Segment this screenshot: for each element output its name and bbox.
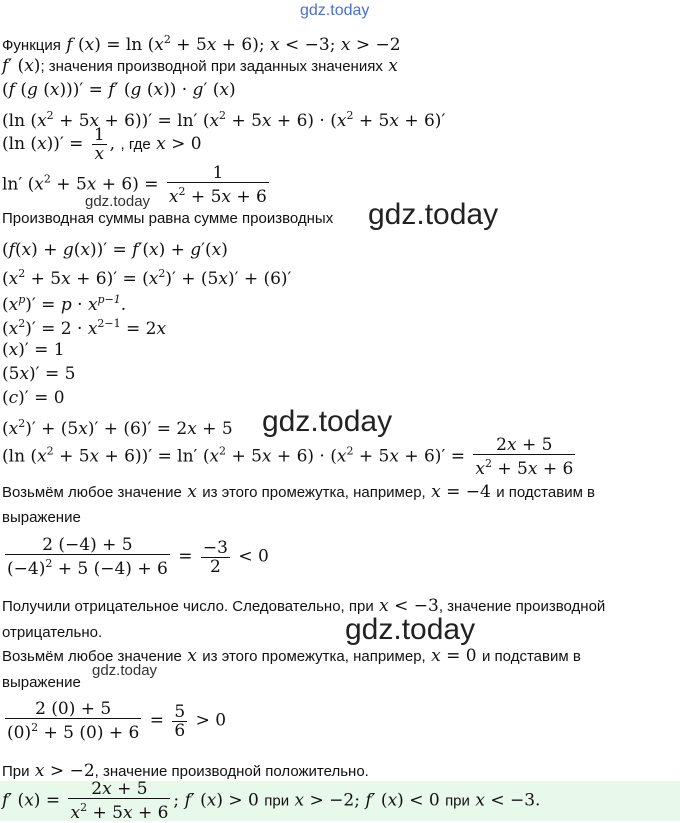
line-conclusion-neg: Получили отрицательное число. Следовательно, при x < −3, значение производной bbox=[2, 596, 606, 616]
line-full-derivative: (ln $(x^2 + 5x + 6))' = \ln'$ $(x^2 + 5x + 6) \cdot (x^2 + 5x + 6)'$ = $\frac{2x + 5}{x^2 + 5x + 6}$ bbox=[2, 435, 574, 479]
line-chain-apply: (ln $(x^2 + 5x + 6))' = \ln'$ $(x^2 + 5x + 6) \cdot (x^2 + 5x + 6)'$ bbox=[2, 109, 446, 131]
watermark-top: gdz.today bbox=[300, 2, 370, 19]
line-sum-rule: (f(x) + g(x))′ = f′(x) + g′(x) bbox=[2, 240, 228, 260]
line-const-derivative: (c)′ = 0 bbox=[2, 388, 65, 408]
line-sum-rule-text: Производная суммы равна сумме производных bbox=[2, 210, 334, 227]
line-ln-derivative: (ln (x))′ = $\frac{1}{x}$ , , где x > 0 bbox=[2, 125, 202, 164]
line-function: Функция f $(x) = \ln (x^2 + 5x + 6)$; x < −3; x > −2 bbox=[2, 33, 401, 55]
watermark-3: gdz.today bbox=[262, 405, 393, 438]
watermark-4: gdz.today bbox=[345, 613, 476, 646]
line-derivative-task: f′ (x); значения производной при заданных значениях x bbox=[2, 56, 398, 76]
line-substitution-2: $\frac{2 (0) + 5}{(0)^2 + 5 (0) + 6}$ = $\frac{5}{6}$ > 0 bbox=[7, 699, 227, 743]
line-power-rule: $(x^p)' = p \cdot x^{p-1}$. bbox=[2, 293, 127, 315]
watermark-1: gdz.today bbox=[368, 198, 499, 231]
line-x2-derivative: $(x^2)' = 2 \cdot x^{2-1} = 2x$ bbox=[2, 317, 167, 339]
line-5x-derivative: (5x)′ = 5 bbox=[2, 364, 76, 384]
watermark-5: gdz.today bbox=[92, 662, 158, 679]
line-conclusion-pos: При x > −2, значение производной положительно. bbox=[2, 761, 369, 781]
line-chain-rule: (f (g (x)))′ = f′ (g (x)) · g′ (x) bbox=[2, 80, 236, 100]
line-substitution-1: $\frac{2 (-4) + 5}{(-4)^2 + 5 (-4) + 6}$ = $\frac{-3}{2}$ < 0 bbox=[7, 535, 269, 579]
line-expression-2: выражение bbox=[2, 674, 81, 691]
line-sum-result: $(x^2)' + (5x)' + (6)' = 2x + 5$ bbox=[2, 417, 233, 439]
line-answer: f′ (x) = $\frac{2x + 5}{x^2 + 5x + 6}$ ; f′ (x) > 0 при x > −2; f′ (x) < 0 при x < −3. bbox=[2, 779, 541, 823]
line-sum-apply: $(x^2 + 5x + 6)' = (x^2)' + (5x)' + (6)'$ bbox=[2, 267, 292, 289]
line-ln-prime: ln′ $(x^2 + 5x + 6)$ = $\frac{1}{x^2 + 5x + 6}$ bbox=[2, 163, 267, 207]
watermark-2: gdz.today bbox=[85, 193, 151, 210]
line-take-value-2: Возьмём любое значение x из этого промежутка, например, x = 0 и подставим в bbox=[2, 646, 581, 666]
line-x-derivative: (x)′ = 1 bbox=[2, 340, 65, 360]
line-take-value-1: Возьмём любое значение x из этого промежутка, например, x = −4 и подставим в bbox=[2, 482, 596, 502]
line-negative-word: отрицательно. bbox=[2, 624, 103, 641]
line-expression-1: выражение bbox=[2, 509, 81, 526]
